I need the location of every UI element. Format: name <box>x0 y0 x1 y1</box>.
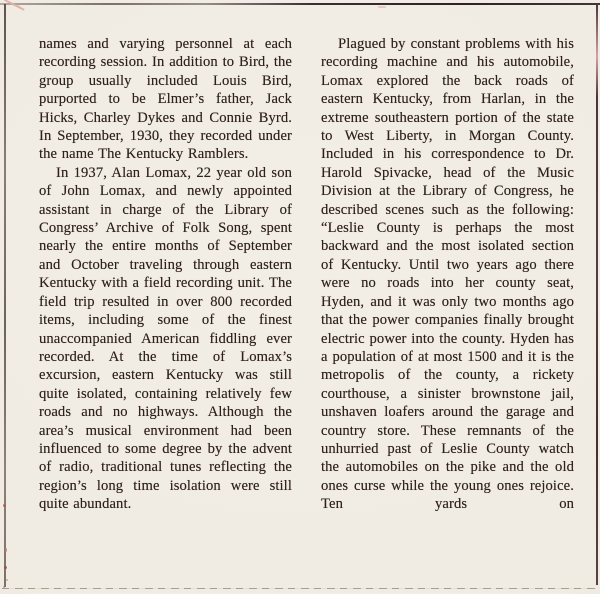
left-column-paragraph-1: names and varying personnel at each recording session. In addition to Bird, the group usually included Louis Bird, purported to be Elmer’s father, Jack Hicks, Charley Dykes and Connie Byrd. In September, 1930, they recorded under the name The Kentucky Ramblers. <box>39 36 292 163</box>
page-border-bottom <box>2 588 596 590</box>
page-border-left <box>4 4 6 587</box>
page-border-top <box>0 3 600 5</box>
page-border-right <box>596 4 598 585</box>
right-column <box>321 35 574 514</box>
scan-speck-artifact <box>378 6 386 8</box>
left-column <box>39 35 292 514</box>
scan-speck-artifact <box>6 579 8 581</box>
scan-scratch-artifact <box>4 0 25 11</box>
right-column-paragraph-1: Plagued by constant problems with his recording machine and his automobile, Lomax explored the back roads of eastern Kentucky, from Harlan, in the extreme southeastern portion of the state to West Liberty, in Morgan County. Included in his correspondence to Dr. Harold Spivacke, head of the Music Division at the Library of Congress, he described scenes such as the following: “Leslie County is perhaps the most backward and the most isolated section of Kentucky. Until two years ago there were no roads into her county seat, Hyden, and it was only two months ago that the power companies finally brought electric power into the county. Hyden has a population of at most 1500 and it is the metropolis of the county, a rickety courthouse, a sinister brownstone jail, unshaven loafers around the garage and country store. These remnants of the unhurried past of Leslie County watch the automobiles on the pike and the old ones curse while the young ones rejoice. Ten yards on <box>321 36 574 513</box>
left-column-paragraph-2: In 1937, Alan Lomax, 22 year old son of John Lomax, and newly appointed assistant in charge of the Library of Congress’ Archive of Folk Song, spent nearly the entire months of September and October traveling through eastern Kentucky with a field recording unit. The field trip resulted in over 800 recorded items, including some of the finest unaccompanied American fiddling ever recorded. At the time of Lomax’s excursion, eastern Kentucky was still quite isolated, containing relatively few roads and no highways. Although the area’s musical environment had been influenced to some degree by the advent of radio, traditional tunes reflecting the region’s long time isolation were still quite abundant. <box>39 164 292 513</box>
